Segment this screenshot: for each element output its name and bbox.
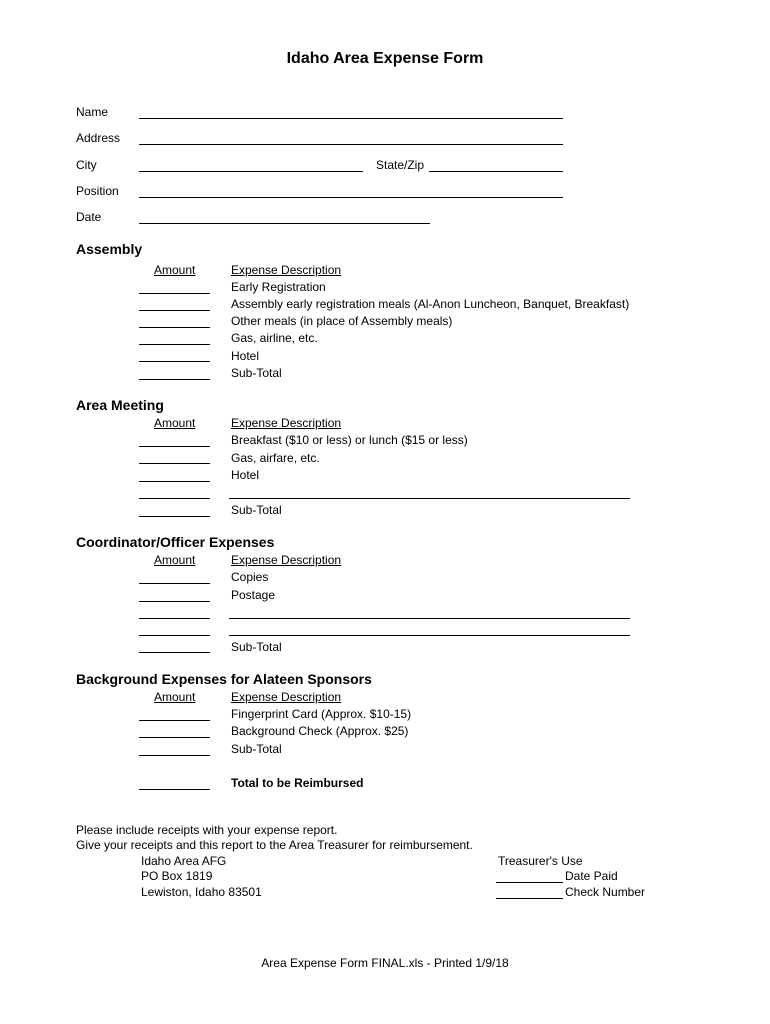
date-paid-field[interactable] [496, 882, 563, 883]
amount-field[interactable] [139, 601, 210, 602]
subtotal-label: Sub-Total [231, 366, 282, 380]
amount-header: Amount [154, 690, 196, 704]
statezip-label: State/Zip [376, 158, 425, 172]
expense-item: Postage [231, 588, 276, 602]
form-title: Idaho Area Expense Form [286, 50, 484, 67]
address-line: Lewiston, Idaho 83501 [141, 885, 262, 899]
subtotal-field[interactable] [139, 516, 210, 517]
expense-description-header: Expense Description [231, 416, 342, 430]
subtotal-field[interactable] [139, 379, 210, 380]
amount-field[interactable] [139, 310, 210, 311]
name-field[interactable] [139, 118, 563, 119]
amount-field[interactable] [139, 446, 210, 447]
expense-item: Other meals (in place of Assembly meals) [231, 314, 453, 328]
expense-description-header: Expense Description [231, 690, 342, 704]
amount-field[interactable] [139, 618, 210, 619]
description-field[interactable] [229, 618, 630, 619]
amount-field[interactable] [139, 720, 210, 721]
city-field[interactable] [139, 171, 363, 172]
subtotal-field[interactable] [139, 755, 210, 756]
total-field[interactable] [139, 789, 210, 790]
date-paid-label: Date Paid [565, 869, 618, 883]
assembly-heading: Assembly [76, 241, 143, 257]
amount-field[interactable] [139, 344, 210, 345]
check-number-field[interactable] [496, 898, 563, 899]
amount-field[interactable] [139, 737, 210, 738]
subtotal-label: Sub-Total [231, 742, 282, 756]
subtotal-label: Sub-Total [231, 640, 282, 654]
expense-item: Background Check (Approx. $25) [231, 724, 409, 738]
date-label: Date [76, 210, 102, 224]
amount-header: Amount [154, 416, 196, 430]
expense-item: Assembly early registration meals (Al-Anon Luncheon, Banquet, Breakfast) [231, 297, 630, 311]
name-label: Name [76, 105, 109, 119]
coordinator-heading: Coordinator/Officer Expenses [76, 534, 275, 550]
amount-field[interactable] [139, 481, 210, 482]
address-line: Idaho Area AFG [141, 854, 227, 868]
amount-header: Amount [154, 263, 196, 277]
expense-description-header: Expense Description [231, 263, 342, 277]
expense-item: Breakfast ($10 or less) or lunch ($15 or less) [231, 433, 468, 447]
check-number-label: Check Number [565, 885, 646, 899]
subtotal-field[interactable] [139, 652, 210, 653]
description-field[interactable] [229, 498, 630, 499]
amount-field[interactable] [139, 327, 210, 328]
area-meeting-heading: Area Meeting [76, 397, 164, 413]
expense-description-header: Expense Description [231, 553, 342, 567]
description-field[interactable] [229, 635, 630, 636]
expense-item: Gas, airline, etc. [231, 331, 318, 345]
amount-header: Amount [154, 553, 196, 567]
expense-item: Copies [231, 570, 269, 584]
amount-field[interactable] [139, 583, 210, 584]
note-treasurer: Give your receipts and this report to the Area Treasurer for reimbursement. [76, 838, 473, 852]
expense-item: Gas, airfare, etc. [231, 451, 320, 465]
expense-item: Hotel [231, 349, 260, 363]
amount-field[interactable] [139, 498, 210, 499]
city-label: City [76, 158, 97, 172]
position-label: Position [76, 184, 119, 198]
address-line: PO Box 1819 [141, 869, 213, 883]
page-footer: Area Expense Form FINAL.xls - Printed 1/9/18 [261, 956, 509, 970]
total-label: Total to be Reimbursed [231, 776, 364, 790]
treasurer-use-heading: Treasurer's Use [498, 854, 583, 868]
position-field[interactable] [139, 197, 563, 198]
amount-field[interactable] [139, 293, 210, 294]
statezip-field[interactable] [429, 171, 563, 172]
amount-field[interactable] [139, 361, 210, 362]
background-heading: Background Expenses for Alateen Sponsors [76, 671, 372, 687]
subtotal-label: Sub-Total [231, 503, 282, 517]
date-field[interactable] [139, 223, 430, 224]
expense-item: Hotel [231, 468, 260, 482]
expense-item: Fingerprint Card (Approx. $10-15) [231, 707, 412, 721]
amount-field[interactable] [139, 463, 210, 464]
amount-field[interactable] [139, 635, 210, 636]
note-receipts: Please include receipts with your expense report. [76, 823, 338, 837]
address-label: Address [76, 131, 121, 145]
address-field[interactable] [139, 144, 563, 145]
expense-item: Early Registration [231, 280, 326, 294]
